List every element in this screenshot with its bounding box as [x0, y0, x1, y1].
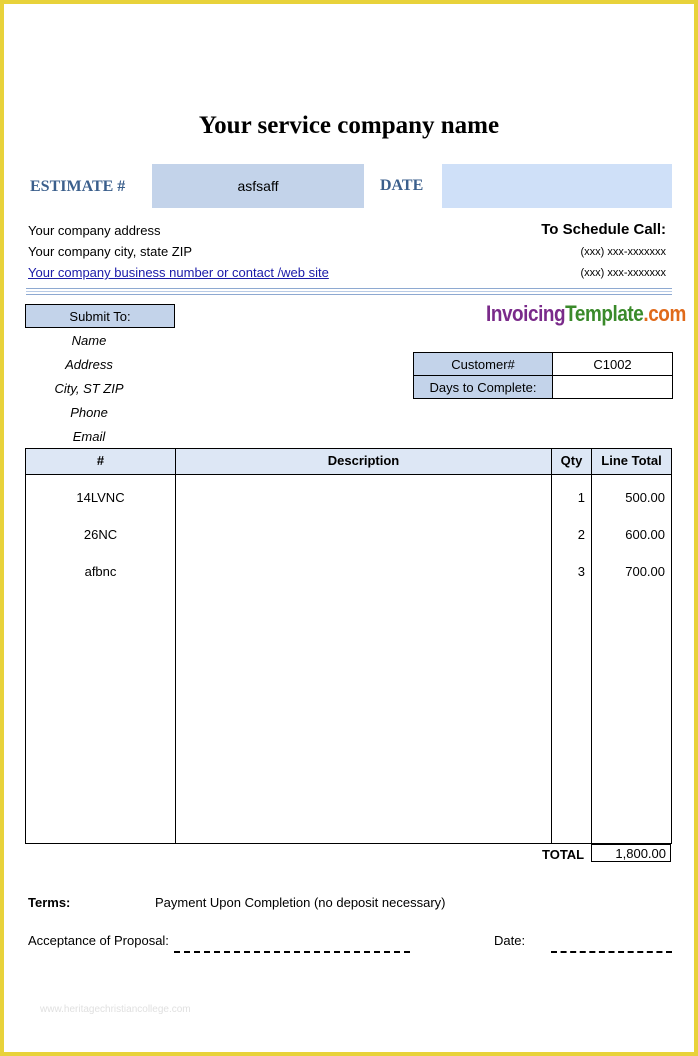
company-contact-link[interactable]: Your company business number or contact /web site	[28, 265, 329, 280]
submit-name-field[interactable]: Name	[71, 333, 107, 348]
submit-to-header: Submit To:	[25, 304, 175, 328]
header-qty: Qty	[560, 453, 583, 468]
row-3-number[interactable]: afbnc	[84, 564, 117, 579]
divider-line	[26, 288, 672, 289]
logo-text-1: Invoicing	[486, 301, 566, 326]
row-1-line-total: 500.00	[625, 490, 665, 505]
divider-line	[26, 294, 672, 295]
terms-value[interactable]: Payment Upon Completion (no deposit necessary)	[155, 895, 446, 910]
row-1-number[interactable]: 14LVNC	[76, 490, 125, 505]
estimate-number-value: asfsaff	[237, 178, 279, 194]
row-3-qty[interactable]: 3	[577, 564, 585, 579]
line-items-table	[25, 448, 672, 844]
phone-number-2: (xxx) xxx-xxxxxxx	[580, 267, 666, 279]
company-address: Your company address	[28, 223, 161, 238]
submit-email-field[interactable]: Email	[72, 429, 106, 444]
logo-text-3: .com	[643, 301, 686, 326]
logo-text-2: Template	[565, 301, 644, 326]
header-line-total: Line Total	[601, 453, 662, 468]
total-label: TOTAL	[542, 847, 585, 862]
divider-line	[26, 291, 672, 292]
customer-number-label: Customer#	[414, 353, 553, 376]
submit-address-field[interactable]: Address	[65, 357, 113, 372]
watermark-text: www.heritagechristiancollege.com	[40, 1004, 191, 1015]
submit-phone-field[interactable]: Phone	[70, 405, 108, 420]
date-field[interactable]	[442, 164, 672, 208]
acceptance-date-line[interactable]	[551, 951, 672, 953]
estimate-number-label: ESTIMATE #	[30, 178, 126, 195]
row-3-line-total: 700.00	[625, 564, 665, 579]
column-divider	[591, 449, 592, 843]
row-2-line-total: 600.00	[625, 527, 665, 542]
row-1-qty[interactable]: 1	[577, 490, 585, 505]
invoicing-template-logo	[486, 301, 686, 327]
row-2-qty[interactable]: 2	[577, 527, 585, 542]
header-number: #	[96, 453, 105, 468]
acceptance-label: Acceptance of Proposal:	[28, 933, 169, 948]
column-divider	[551, 449, 552, 843]
estimate-number-field[interactable]	[152, 164, 364, 208]
row-2-number[interactable]: 26NC	[83, 527, 118, 542]
customer-info-table	[413, 352, 673, 399]
schedule-call-label: To Schedule Call:	[541, 221, 666, 238]
days-to-complete-label: Days to Complete:	[414, 376, 553, 399]
company-name-title: Your service company name	[198, 112, 500, 139]
total-value: 1,800.00	[591, 844, 671, 862]
days-to-complete-value[interactable]	[553, 376, 673, 399]
customer-number-value[interactable]: C1002	[553, 353, 673, 376]
company-city-state-zip: Your company city, state ZIP	[28, 244, 193, 259]
column-divider	[175, 449, 176, 843]
acceptance-signature-line[interactable]	[174, 951, 410, 953]
header-description: Description	[327, 453, 400, 468]
date-label: DATE	[380, 177, 424, 194]
acceptance-date-label: Date:	[494, 933, 526, 948]
phone-number-1: (xxx) xxx-xxxxxxx	[580, 246, 666, 258]
submit-city-field[interactable]: City, ST ZIP	[54, 381, 124, 396]
terms-label: Terms:	[28, 895, 71, 910]
